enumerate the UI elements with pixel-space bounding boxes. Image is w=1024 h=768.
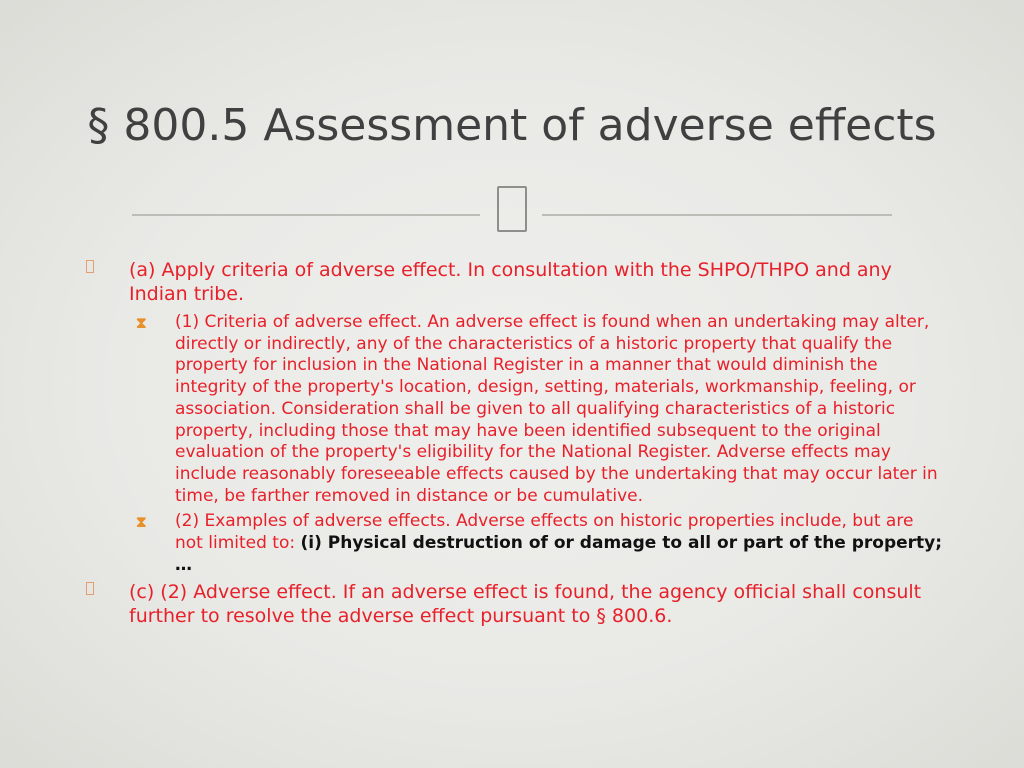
bullet-list	[84, 258, 944, 634]
title-divider-left	[132, 214, 480, 216]
hourglass-bullet-icon: ⧗	[136, 513, 147, 532]
bullet-item-c	[84, 580, 944, 628]
missing-glyph-bullet-icon	[86, 260, 94, 273]
bullet-item-text: (a) Apply criteria of adverse effect. In consultation with the SHPO/THPO and any Indian tribe.	[129, 259, 892, 305]
missing-glyph-box-icon	[497, 186, 527, 232]
sub-bullet-text: (1) Criteria of adverse effect. An adverse effect is found when an undertaking may alter, directly or indirectly, any of the characteristics of a historic property that qualify the property for inclusion in the National Register in a manner that would diminish the integrity of the property's location, design, setting, materials, workmanship, feeling, or association. Consideration shall be given to all qualifying characteristics of a historic property, including those that may have been identified subsequent to the original evaluation of the property's eligibility for the National Register. Adverse effects may include reasonably foreseeable effects caused by the undertaking that may occur later in time, be farther removed in distance or be cumulative.	[175, 312, 938, 506]
title-divider-right	[542, 214, 892, 216]
hourglass-bullet-icon: ⧗	[136, 314, 147, 332]
missing-glyph-bullet-icon	[86, 582, 94, 595]
slide-title: § 800.5 Assessment of adverse effects	[87, 100, 937, 151]
sub-bullet-item-2	[84, 511, 944, 576]
bullet-item-text: (c) (2) Adverse effect. If an adverse effect is found, the agency official shall consult further to resolve the adverse effect pursuant to § 800.6.	[129, 581, 922, 628]
bullet-item-a	[84, 258, 944, 306]
sub-bullet-bold-text: (i) Physical destruction of or damage to all or part of the property; …	[175, 533, 943, 575]
sub-bullet-item-1	[84, 312, 944, 507]
sub-bullet-list	[84, 312, 944, 576]
sub-bullet-text: (2) Examples of adverse effects. Adverse effects on historic properties include, but are not limited to:	[175, 511, 914, 554]
